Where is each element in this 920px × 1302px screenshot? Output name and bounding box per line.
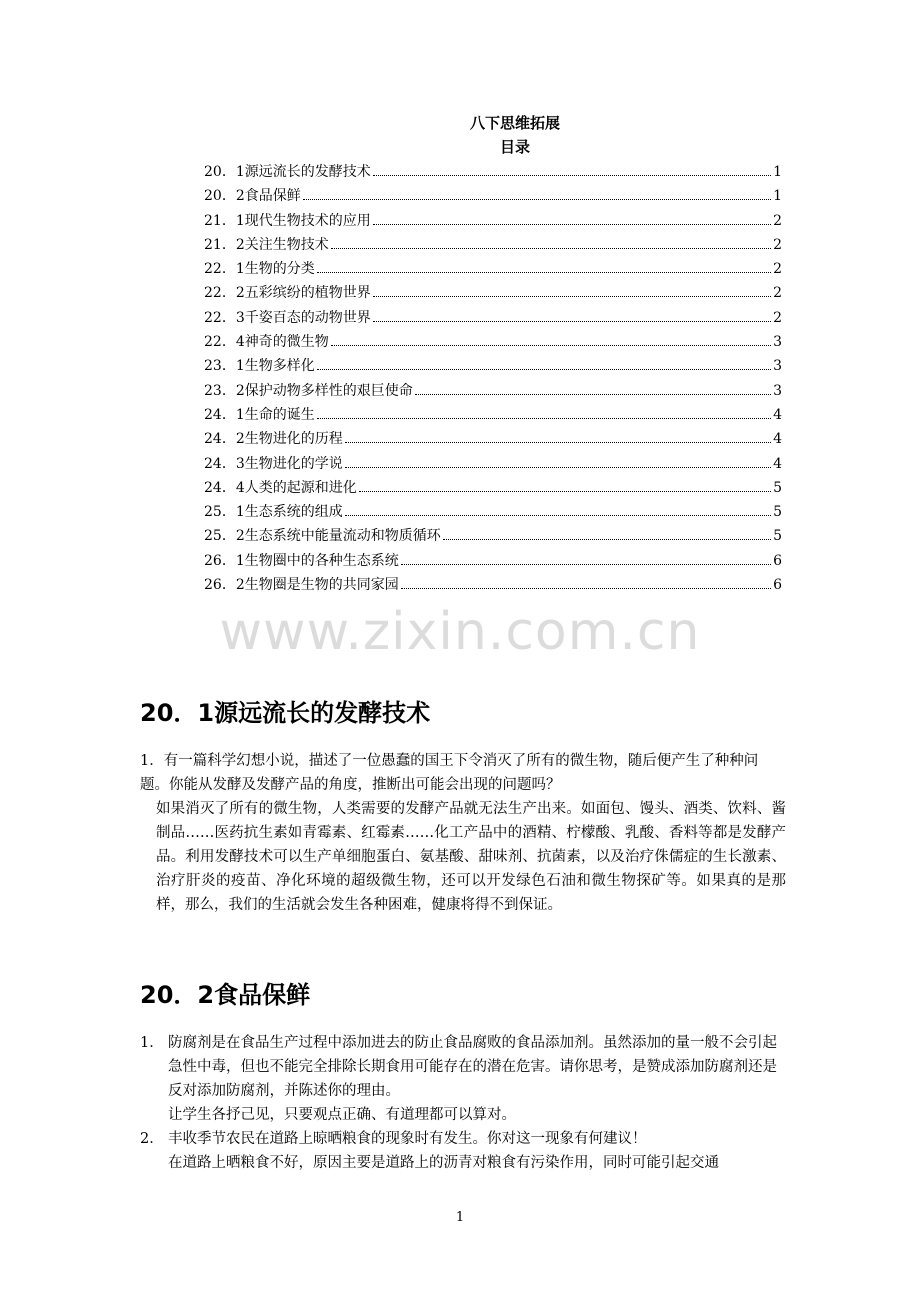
answer-paragraph: 如果消灭了所有的微生物，人类需要的发酵产品就无法生产出来。如面包、馒头、酒类、饮料、酱制品……医药抗生素如青霉素、红霉素……化工产品中的酒精、柠檬酸、乳酸、香料等都是发酵产品。利用发酵技术可以生产单细胞蛋白、氨基酸、甜味剂、抗菌素，以及治疗侏儒症的生长激素、治疗肝炎的疫苗、净化环境的超级微生物，还可以开发绿色石油和微生物探矿等。如果真的是那样，那么，我们的生活就会发生各种困难，健康将得不到保证。 (156, 801, 786, 913)
toc-entry[interactable] (204, 233, 782, 257)
item-answer: 让学生各抒己见，只要观点正确、有道理都可以算对。 (168, 1107, 516, 1123)
toc-entry[interactable] (204, 209, 782, 233)
toc-entry[interactable] (204, 306, 782, 330)
toc-entry-label: 24．4人类的起源和进化 (204, 479, 357, 496)
toc-entry[interactable] (204, 476, 782, 500)
toc-entry-page: 2 (773, 285, 782, 302)
toc-entry[interactable] (204, 403, 782, 427)
toc-dot-leader (415, 394, 771, 395)
toc-dot-leader (373, 296, 771, 297)
toc-heading: 目录 (499, 138, 530, 156)
toc-entry-label: 23．2保护动物多样性的艰巨使命 (204, 382, 413, 399)
toc-dot-leader (345, 442, 771, 443)
toc-entry-label: 22．4神奇的微生物 (204, 334, 329, 351)
toc-dot-leader (331, 345, 771, 346)
toc-entry-page: 6 (773, 577, 782, 594)
toc-entry-page: 3 (773, 382, 782, 399)
toc-dot-leader (317, 369, 771, 370)
toc-dot-leader (401, 564, 771, 565)
toc-dot-leader (359, 491, 771, 492)
item-question: 防腐剂是在食品生产过程中添加进去的防止食品腐败的食品添加剂。虽然添加的量一般不会引起急性中毒，但也不能完全排除长期食用可能存在的潜在危害。请你思考，是赞成添加防腐剂还是反对添加防腐剂，并陈述你的理由。 (168, 1035, 777, 1099)
toc-entry-page: 2 (773, 309, 782, 326)
toc-entry-label: 25．1生态系统的组成 (204, 504, 343, 521)
toc-entry-label: 22．1生物的分类 (204, 261, 315, 278)
question-list (140, 1031, 786, 1175)
toc-entry-label: 26．2生物圈是生物的共同家园 (204, 577, 399, 594)
toc-entry[interactable] (204, 549, 782, 573)
toc-entry[interactable] (204, 427, 782, 451)
toc-entry[interactable] (204, 354, 782, 378)
toc-dot-leader (345, 467, 771, 468)
toc-entry[interactable] (204, 452, 782, 476)
toc-entry[interactable] (204, 160, 782, 184)
toc-dot-leader (331, 248, 771, 249)
toc-entry-page: 2 (773, 212, 782, 229)
toc-entry[interactable] (204, 330, 782, 354)
toc-entry-label: 22．3千姿百态的动物世界 (204, 309, 371, 326)
toc-entry-page: 1 (773, 188, 782, 205)
toc-dot-leader (317, 272, 771, 273)
toc-dot-leader (345, 515, 771, 516)
toc-dot-leader (317, 418, 771, 419)
section-heading-20-2: 20．2食品保鲜 (140, 981, 311, 1009)
item-number: 2． (140, 1131, 164, 1147)
toc-entry[interactable] (204, 500, 782, 524)
item-number: 1． (140, 1035, 164, 1051)
toc-entry-page: 4 (773, 406, 782, 423)
toc-entry[interactable] (204, 257, 782, 281)
toc-entry-page: 3 (773, 334, 782, 351)
toc-dot-leader (373, 175, 771, 176)
watermark: www.zixin.com.cn (219, 602, 701, 662)
toc-entry-label: 21．1现代生物技术的应用 (204, 212, 371, 229)
item-question: 丰收季节农民在道路上晾晒粮食的现象时有发生。你对这一现象有何建议！ (168, 1131, 647, 1147)
toc-entry-label: 20．2食品保鲜 (204, 188, 301, 205)
toc-entry-page: 5 (773, 479, 782, 496)
toc-entry-page: 3 (773, 358, 782, 375)
toc-dot-leader (373, 321, 771, 322)
list-item (140, 1127, 786, 1175)
toc-entry-page: 1 (773, 164, 782, 180)
section-heading-20-1: 20．1源远流长的发酵技术 (140, 699, 431, 727)
toc-dot-leader (373, 224, 771, 225)
page-number: 1 (455, 1210, 465, 1225)
item-answer: 在道路上晒粮食不好，原因主要是道路上的沥青对粮食有污染作用，同时可能引起交通 (168, 1155, 719, 1171)
toc-dot-leader (303, 199, 771, 200)
toc-dot-leader (443, 539, 771, 540)
toc-entry-label: 20．1源远流长的发酵技术 (204, 164, 371, 180)
toc-entry-page: 5 (773, 528, 782, 545)
toc-entry-label: 22．2五彩缤纷的植物世界 (204, 285, 371, 302)
toc-entry[interactable] (204, 184, 782, 208)
table-of-contents (204, 160, 782, 597)
list-item (140, 1031, 786, 1127)
question-paragraph: 1．有一篇科学幻想小说，描述了一位愚蠢的国王下令消灭了所有的微生物，随后便产生了种种问题。你能从发酵及发酵产品的角度，推断出可能会出现的问题吗？ (140, 753, 759, 793)
toc-entry-label: 26．1生物圈中的各种生态系统 (204, 552, 399, 569)
toc-entry-page: 6 (773, 552, 782, 569)
toc-entry-page: 2 (773, 261, 782, 278)
toc-entry-page: 5 (773, 504, 782, 521)
toc-entry-label: 25．2生态系统中能量流动和物质循环 (204, 528, 441, 545)
toc-entry[interactable] (204, 573, 782, 597)
toc-entry[interactable] (204, 281, 782, 305)
toc-entry-label: 23．1生物多样化 (204, 358, 315, 375)
toc-entry-label: 24．2生物进化的历程 (204, 431, 343, 448)
toc-entry-page: 2 (773, 236, 782, 253)
toc-entry[interactable] (204, 379, 782, 403)
toc-entry-label: 24．3生物进化的学说 (204, 455, 343, 472)
toc-entry-page: 4 (773, 431, 782, 448)
toc-entry-label: 21．2关注生物技术 (204, 236, 329, 253)
toc-dot-leader (401, 588, 771, 589)
toc-entry[interactable] (204, 524, 782, 548)
toc-entry-page: 4 (773, 455, 782, 472)
document-title: 八下思维拓展 (469, 114, 560, 132)
toc-entry-label: 24．1生命的诞生 (204, 406, 315, 423)
